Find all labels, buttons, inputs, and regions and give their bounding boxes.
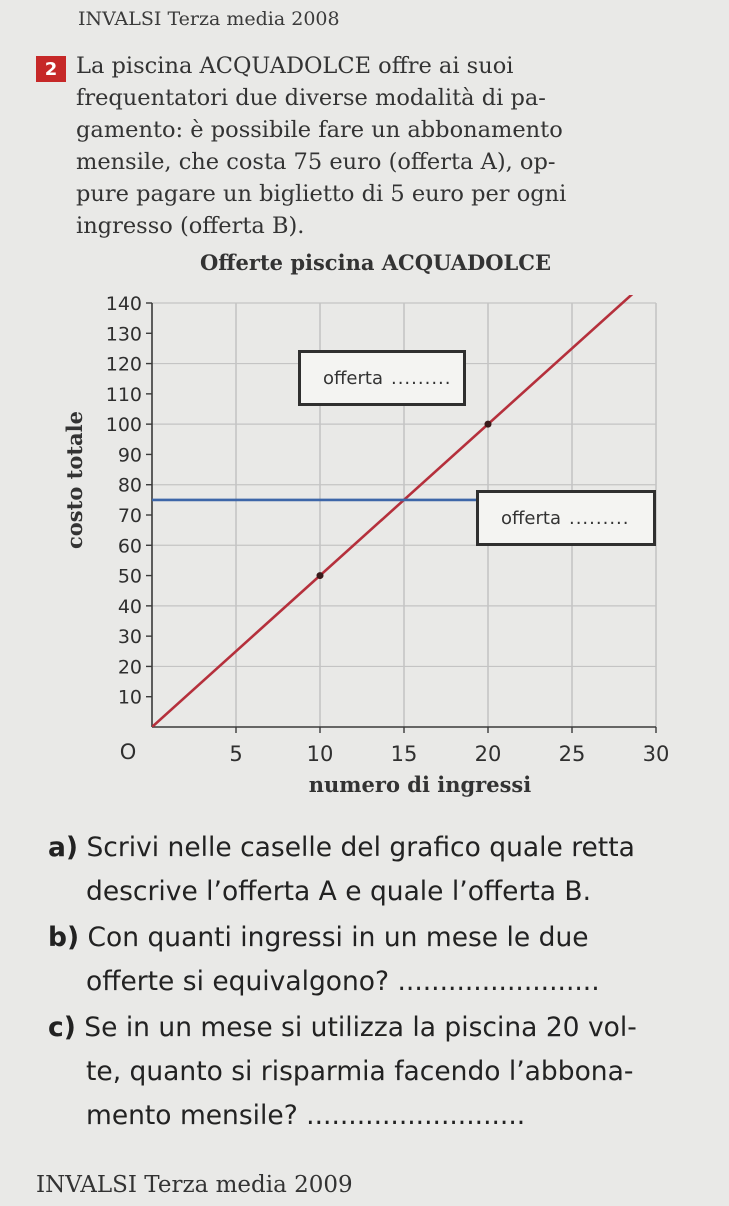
origin-label: O: [119, 740, 137, 764]
question-c: [48, 1006, 708, 1138]
question-label: a): [48, 832, 78, 863]
x-tick-label: 25: [558, 742, 586, 766]
y-tick-label: 90: [117, 444, 142, 467]
source-footer: INVALSI Terza media 2009: [36, 1172, 353, 1198]
answer-box-label: offerta: [323, 367, 383, 389]
answer-box-blank: .........: [390, 367, 452, 389]
question-text: Se in un mese si utilizza la piscina 20 vol-: [84, 1012, 637, 1043]
question-a: [48, 826, 708, 914]
question-b: [48, 916, 708, 1004]
y-tick-label: 140: [105, 293, 142, 315]
chart-title: Offerte piscina ACQUADOLCE: [200, 250, 552, 275]
y-tick-label: 70: [117, 505, 142, 527]
y-tick-label: 40: [117, 595, 142, 618]
question-text: mento mensile? ..........................: [86, 1100, 526, 1131]
answer-box-top[interactable]: [298, 350, 466, 406]
x-tick-label: 15: [390, 742, 418, 766]
y-tick-label: 20: [117, 656, 142, 679]
question-text: Con quanti ingressi in un mese le due: [87, 922, 589, 953]
x-tick-label: 10: [306, 742, 334, 766]
answer-box-bottom[interactable]: [476, 490, 656, 546]
data-point: [317, 572, 324, 579]
question-text: Scrivi nelle caselle del grafico quale retta: [86, 832, 635, 863]
x-tick-label: 20: [474, 742, 502, 766]
y-tick-label: 30: [117, 626, 142, 649]
y-tick-label: 60: [117, 535, 142, 558]
problem-number-badge: 2: [36, 56, 66, 82]
y-tick-label: 10: [117, 686, 142, 709]
y-tick-label: 130: [105, 323, 142, 346]
question-text: descrive l’offerta A e quale l’offerta B.: [86, 876, 592, 907]
problem-text: La piscina ACQUADOLCE offre ai suoi frequentatori due diverse modalità di pa- gamento: è possibile fare un abbonamento mensile, che costa 75 euro (offerta A), op- pure pagare un biglietto di 5 euro per ogni ingresso (offerta B).: [76, 53, 567, 239]
x-tick-label: 5: [229, 742, 243, 766]
question-label: c): [48, 1012, 76, 1043]
x-axis-label: numero di ingressi: [308, 772, 532, 797]
answer-box-label: offerta: [501, 507, 561, 529]
y-tick-label: 120: [105, 353, 142, 376]
y-tick-label: 50: [117, 565, 142, 588]
answer-box-blank: .........: [568, 507, 630, 529]
question-text: offerte si equivalgono? ........................: [86, 966, 600, 997]
question-text: te, quanto si risparmia facendo l’abbona-: [86, 1056, 634, 1087]
x-tick-label: 30: [642, 742, 670, 766]
y-tick-label: 100: [105, 414, 142, 437]
data-point: [485, 421, 492, 428]
y-tick-label: 80: [117, 474, 142, 497]
y-tick-label: 110: [105, 383, 142, 406]
question-label: b): [48, 922, 80, 953]
source-header: INVALSI Terza media 2008: [78, 8, 340, 30]
y-axis-label: costo totale: [62, 411, 87, 549]
